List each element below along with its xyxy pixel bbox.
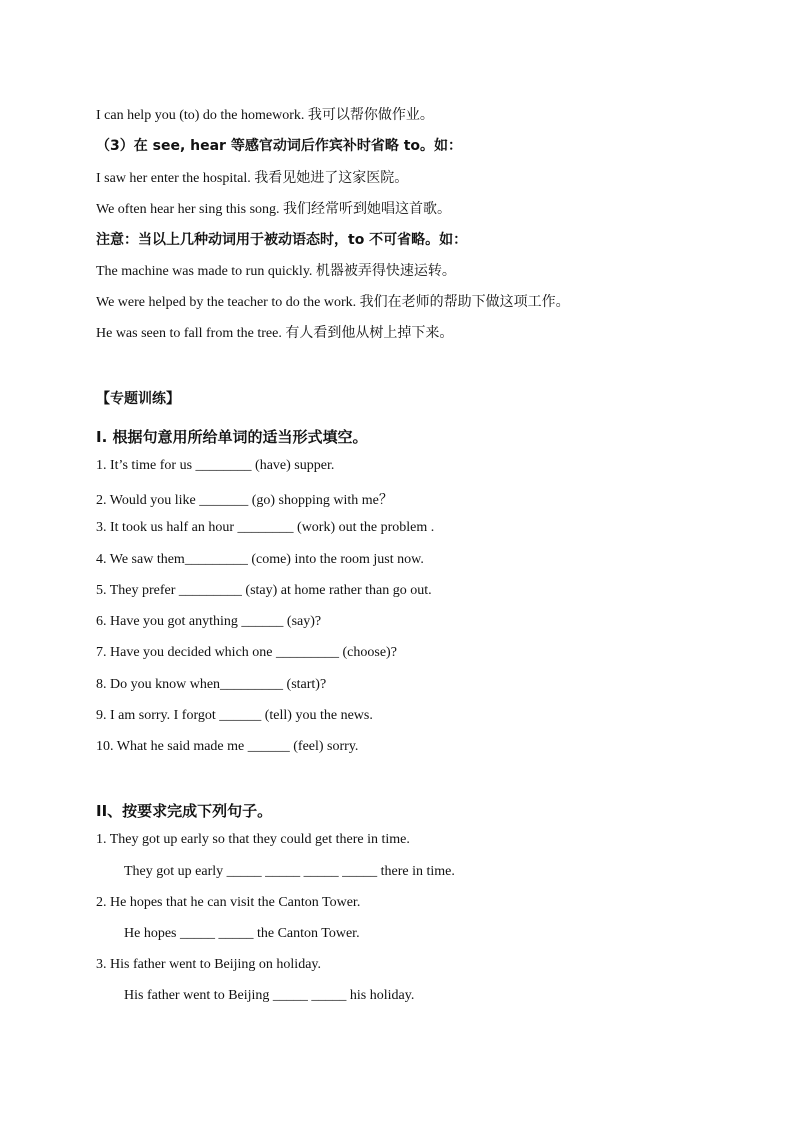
exercise-item: 2. Would you like _______ (go) shopping with me？ — [96, 493, 393, 508]
section1-title: I. 根据句意用所给单词的适当形式填空。 — [96, 428, 368, 446]
exercise-answer-line: His father went to Beijing _____ _____ his holiday. — [124, 988, 415, 1003]
exercise-item: 4. We saw them_________ (come) into the room just now. — [96, 552, 424, 567]
exercise-item: 1. They got up early so that they could get there in time. — [96, 832, 410, 847]
exercise-item: 3. It took us half an hour ________ (work) out the problem . — [96, 520, 435, 535]
training-title: 【专题训练】 — [96, 391, 180, 407]
exercise-item: 9. I am sorry. I forgot ______ (tell) you the news. — [96, 708, 373, 723]
exercise-item: 3. His father went to Beijing on holiday. — [96, 957, 321, 972]
rule-3-heading: （3）在 see, hear 等感官动词后作宾补时省略 to。如： — [96, 138, 463, 154]
example-line-6: He was seen to fall from the tree. 有人看到他从树上掉下来。 — [96, 326, 454, 341]
exercise-item: 10. What he said made me ______ (feel) sorry. — [96, 739, 359, 754]
exercise-answer-line: He hopes _____ _____ the Canton Tower. — [124, 926, 360, 941]
example-line-3: We often hear her sing this song. 我们经常听到她唱这首歌。 — [96, 202, 452, 217]
exercise-answer-line: They got up early _____ _____ _____ _____ there in time. — [124, 864, 455, 879]
section2-title: II、按要求完成下列句子。 — [96, 802, 273, 820]
example-line-5: We were helped by the teacher to do the work. 我们在老师的帮助下做这项工作。 — [96, 295, 570, 310]
exercise-item: 6. Have you got anything ______ (say)? — [96, 614, 322, 629]
exercise-item: 1. It’s time for us ________ (have) supper. — [96, 458, 335, 473]
exercise-item: 8. Do you know when_________ (start)? — [96, 677, 327, 692]
exercise-item: 7. Have you decided which one _________ (choose)? — [96, 645, 397, 660]
example-line-1: I can help you (to) do the homework. 我可以帮你做作业。 — [96, 108, 434, 123]
exercise-item: 5. They prefer _________ (stay) at home rather than go out. — [96, 583, 432, 598]
example-line-2: I saw her enter the hospital. 我看见她进了这家医院。 — [96, 171, 409, 186]
example-line-4: The machine was made to run quickly. 机器被弄得快速运转。 — [96, 264, 456, 279]
exercise-item: 2. He hopes that he can visit the Canton Tower. — [96, 895, 361, 910]
note-heading: 注意：当以上几种动词用于被动语态时，to 不可省略。如： — [96, 232, 468, 248]
